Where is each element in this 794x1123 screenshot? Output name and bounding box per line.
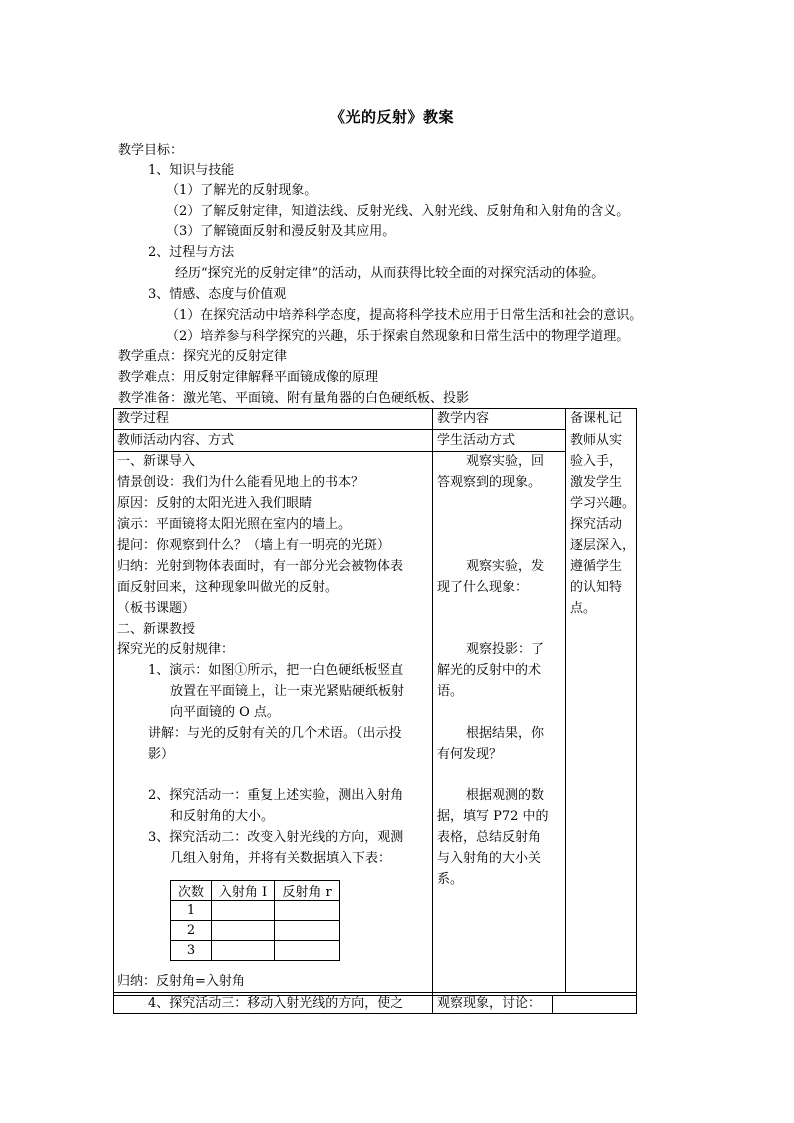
- student-line: 系。: [437, 872, 464, 887]
- header-process: 教学过程: [117, 411, 170, 426]
- difficulty: 教学难点：用反射定律解释平面镜成像的原理: [118, 370, 379, 385]
- angle-data-table: [170, 880, 340, 961]
- activity2-line: 3、探究活动二：改变入射光线的方向，观测: [148, 830, 404, 845]
- demo-line: 向平面镜的 O 点。: [170, 705, 280, 720]
- preparation: 教学准备：激光笔、平面镜、附有量角器的白色硬纸板、投影: [118, 391, 470, 406]
- teacher-line: （板书课题）: [117, 601, 196, 616]
- row-number: 1: [171, 901, 212, 921]
- data-cell[interactable]: [275, 941, 340, 961]
- table-row: [171, 901, 340, 921]
- last-row-teacher: 4、探究活动三：移动入射光线的方向，使之: [148, 996, 404, 1011]
- notes-line: 遵循学生: [570, 559, 623, 574]
- last-row-student: 观察现象，讨论：: [437, 996, 542, 1011]
- data-cell[interactable]: [212, 921, 275, 941]
- demo-line: 1、演示：如图①所示，把一白色硬纸板竖直: [148, 663, 404, 678]
- teacher-line: 提问：你观察到什么？（墙上有一明亮的光斑）: [117, 538, 391, 553]
- explain-line: 讲解：与光的反射有关的几个术语。（出示投: [148, 726, 402, 741]
- notes-line: 点。: [570, 601, 597, 616]
- conclusion: 归纳：反射角=入射角: [117, 974, 245, 989]
- teacher-line: 二、新课教授: [117, 622, 196, 637]
- activity1-line: 2、探究活动一：重复上述实验，测出入射角: [148, 788, 404, 803]
- notes-line: 学习兴趣。: [570, 496, 636, 511]
- table-row: [171, 941, 340, 961]
- teacher-line: 原因：反射的太阳光进入我们眼睛: [117, 496, 313, 511]
- student-line: 解光的反射中的术: [437, 663, 542, 678]
- data-cell[interactable]: [212, 901, 275, 921]
- notes-line: 探究活动: [570, 517, 623, 532]
- table-row: [171, 921, 340, 941]
- table-border-right: [636, 408, 637, 1014]
- objective-2: 2、过程与方法: [148, 245, 235, 260]
- notes-line: 教师从实: [570, 433, 623, 448]
- activity2-line: 几组入射角，并将有关数据填入下表：: [170, 851, 392, 866]
- objective-1-sub-2: （2）了解反射定律，知道法线、反射光线、入射光线、反射角和入射角的含义。: [166, 204, 630, 219]
- teacher-line: 归纳：光射到物体表面时，有一部分光会被物体表: [117, 559, 404, 574]
- student-line: 语。: [437, 684, 464, 699]
- col-header-reflect-angle: 反射角 r: [275, 881, 340, 901]
- student-line: 观察投影：了: [466, 642, 545, 657]
- header-notes: 备课札记: [570, 411, 623, 426]
- teacher-line: 面反射回来，这种现象叫做光的反射。: [117, 580, 339, 595]
- notes-line: 验入手，: [570, 454, 623, 469]
- objective-3-sub-2: （2）培养参与科学探究的兴趣，乐于探索自然现象和日常生活中的物理学道理。: [166, 329, 630, 344]
- table-row: [171, 881, 340, 901]
- header-content: 教学内容: [437, 411, 490, 426]
- objective-3: 3、情感、态度与价值观: [148, 287, 287, 302]
- table-rule: [113, 429, 565, 430]
- demo-line: 放置在平面镜上，让一束光紧贴硬纸板射: [170, 684, 405, 699]
- explain-line: 影）: [148, 747, 175, 762]
- objective-1-sub-3: （3）了解镜面反射和漫反射及其应用。: [166, 224, 396, 239]
- col-header-incident-angle: 入射角 I: [212, 881, 275, 901]
- page-title: 《光的反射》教案: [330, 108, 455, 126]
- teacher-line: 演示：平面镜将太阳光照在室内的墙上。: [117, 517, 352, 532]
- table-border-left: [113, 408, 114, 1014]
- student-line: 观察实验，发: [466, 559, 545, 574]
- student-line: 据，填写 P72 中的: [437, 809, 549, 824]
- student-line: 根据观测的数: [466, 788, 545, 803]
- notes-line: 逐层深入，: [570, 538, 636, 553]
- row-number: 2: [171, 921, 212, 941]
- table-border-top: [113, 408, 637, 409]
- activity1-line: 和反射角的大小。: [170, 809, 275, 824]
- row-number: 3: [171, 941, 212, 961]
- table-col-divider: [552, 995, 553, 1014]
- student-line: 与入射角的大小关: [437, 851, 542, 866]
- teacher-line: 探究光的反射规律：: [117, 642, 235, 657]
- teacher-line: 一、新课导入: [117, 454, 196, 469]
- objective-3-sub-1: （1）在探究活动中培养科学态度，提高将科学技术应用于日常生活和社会的意识。: [166, 308, 643, 323]
- data-cell[interactable]: [212, 941, 275, 961]
- table-col-divider: [565, 408, 566, 993]
- student-line: 根据结果，你: [466, 726, 545, 741]
- objective-1-sub-1: （1）了解光的反射现象。: [166, 183, 318, 198]
- objectives-heading: 教学目标：: [118, 143, 184, 158]
- data-cell[interactable]: [275, 921, 340, 941]
- notes-line: 激发学生: [570, 475, 623, 490]
- student-line: 观察实验，回: [466, 454, 545, 469]
- subheader-student: 学生活动方式: [437, 433, 516, 448]
- notes-line: 的认知特: [570, 580, 623, 595]
- student-line: 答观察到的现象。: [437, 475, 542, 490]
- student-line: 有何发现？: [437, 747, 503, 762]
- objective-1: 1、知识与技能: [148, 163, 235, 178]
- student-line: 现了什么现象：: [437, 580, 529, 595]
- key-point: 教学重点：探究光的反射定律: [118, 349, 288, 364]
- objective-2-sub-1: 经历“探究光的反射定律”的活动，从而获得比较全面的对探究活动的体验。: [175, 266, 605, 281]
- col-header-count: 次数: [171, 881, 212, 901]
- teacher-line: 情景创设：我们为什么能看见地上的书本？: [117, 475, 365, 490]
- table-col-divider: [432, 408, 433, 1014]
- subheader-teacher: 教师活动内容、方式: [117, 433, 235, 448]
- data-cell[interactable]: [275, 901, 340, 921]
- student-line: 表格，总结反射角: [437, 830, 542, 845]
